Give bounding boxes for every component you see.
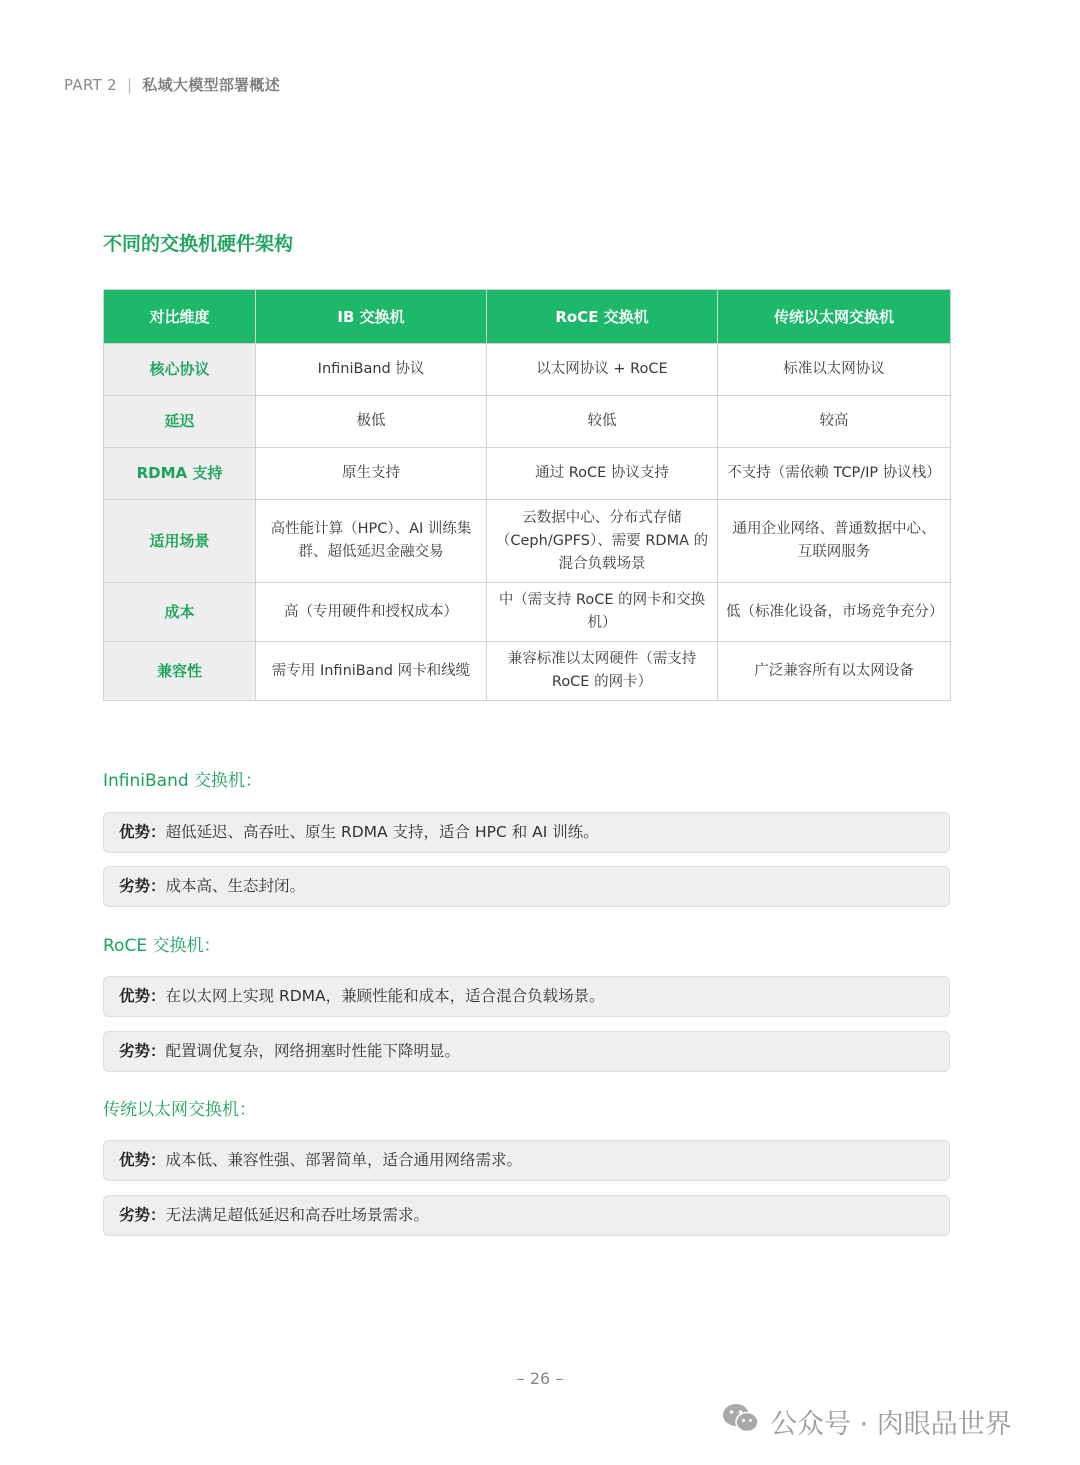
table-cell: 原生支持 — [256, 448, 487, 500]
ethernet-section-title: 传统以太网交换机： — [103, 1100, 256, 1120]
con-label: 劣势： — [119, 1206, 166, 1224]
con-text: 成本高、生态封闭。 — [165, 877, 306, 895]
section-title: 不同的交换机硬件架构 — [103, 233, 294, 255]
table-row — [104, 583, 951, 642]
row-dimension: 兼容性 — [104, 642, 256, 701]
ethernet-con-box — [103, 1195, 950, 1236]
header-separator: | — [126, 76, 133, 94]
watermark-text: 公众号 · 肉眼品世界 — [770, 1409, 1012, 1440]
table-cell: 中（需支持 RoCE 的网卡和交换机） — [487, 583, 718, 642]
table-cell: 低（标准化设备，市场竞争充分） — [718, 583, 951, 642]
row-dimension: 延迟 — [104, 396, 256, 448]
pro-label: 优势： — [119, 823, 166, 841]
row-dimension: 核心协议 — [104, 344, 256, 396]
table-cell: 广泛兼容所有以太网设备 — [718, 642, 951, 701]
table-cell: 较高 — [718, 396, 951, 448]
roce-section-title: RoCE 交换机： — [103, 936, 221, 956]
row-dimension: 适用场景 — [104, 500, 256, 583]
header-chapter: 私域大模型部署概述 — [142, 76, 281, 94]
page-header — [64, 74, 280, 95]
table-row — [104, 344, 951, 396]
table-cell: 以太网协议 + RoCE — [487, 344, 718, 396]
con-text: 无法满足超低延迟和高吞吐场景需求。 — [165, 1206, 430, 1224]
pro-label: 优势： — [119, 987, 166, 1005]
table-cell: 通过 RoCE 协议支持 — [487, 448, 718, 500]
wechat-icon — [722, 1402, 770, 1441]
table-header-row — [104, 290, 951, 344]
roce-con-box — [103, 1031, 950, 1072]
watermark — [722, 1402, 1012, 1441]
table-header-cell: 对比维度 — [104, 290, 256, 344]
row-dimension: 成本 — [104, 583, 256, 642]
table-cell: 极低 — [256, 396, 487, 448]
roce-pro-box — [103, 976, 950, 1017]
table-row — [104, 500, 951, 583]
pro-text: 成本低、兼容性强、部署简单，适合通用网络需求。 — [165, 1151, 523, 1169]
table-header-cell: RoCE 交换机 — [487, 290, 718, 344]
table-cell: 高（专用硬件和授权成本） — [256, 583, 487, 642]
con-text: 配置调优复杂，网络拥塞时性能下降明显。 — [165, 1042, 461, 1060]
page-number: – 26 – — [516, 1369, 564, 1388]
pro-label: 优势： — [119, 1151, 166, 1169]
table-row — [104, 642, 951, 701]
table-cell: 不支持（需依赖 TCP/IP 协议栈） — [718, 448, 951, 500]
header-part: PART 2 — [64, 76, 117, 94]
table-row — [104, 448, 951, 500]
con-label: 劣势： — [119, 1042, 166, 1060]
row-dimension: RDMA 支持 — [104, 448, 256, 500]
con-label: 劣势： — [119, 877, 166, 895]
table-cell: 需专用 InfiniBand 网卡和线缆 — [256, 642, 487, 701]
table-cell: 高性能计算（HPC）、AI 训练集群、超低延迟金融交易 — [256, 500, 487, 583]
infiniband-section-title: InfiniBand 交换机： — [103, 771, 263, 791]
comparison-table — [103, 289, 951, 701]
pro-text: 在以太网上实现 RDMA，兼顾性能和成本，适合混合负载场景。 — [165, 987, 605, 1005]
table-cell: 标准以太网协议 — [718, 344, 951, 396]
table-cell: 兼容标准以太网硬件（需支持 RoCE 的网卡） — [487, 642, 718, 701]
infiniband-pro-box — [103, 812, 950, 853]
table-header-cell: 传统以太网交换机 — [718, 290, 951, 344]
table-cell: 云数据中心、分布式存储（Ceph/GPFS）、需要 RDMA 的混合负载场景 — [487, 500, 718, 583]
table-header-cell: IB 交换机 — [256, 290, 487, 344]
table-row — [104, 396, 951, 448]
table-cell: 较低 — [487, 396, 718, 448]
pro-text: 超低延迟、高吞吐、原生 RDMA 支持，适合 HPC 和 AI 训练。 — [165, 823, 599, 841]
table-cell: 通用企业网络、普通数据中心、互联网服务 — [718, 500, 951, 583]
ethernet-pro-box — [103, 1140, 950, 1181]
infiniband-con-box — [103, 866, 950, 907]
table-cell: InfiniBand 协议 — [256, 344, 487, 396]
